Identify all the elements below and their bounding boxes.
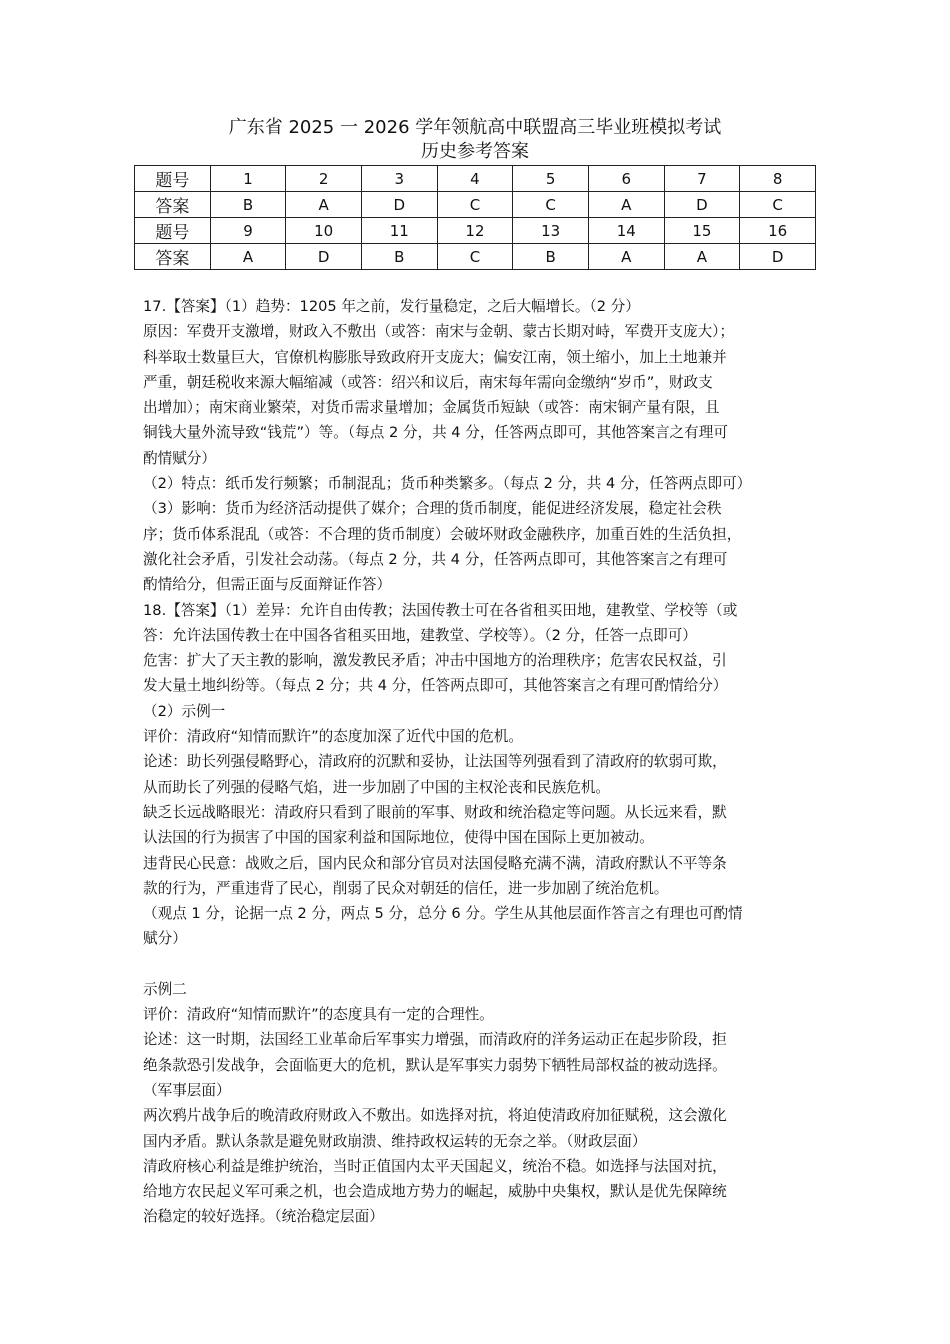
row-label: 答案 <box>135 244 211 270</box>
text-line: 序；货币体系混乱（或答：不合理的货币制度）会破坏财政金融秩序，加重百姓的生活负担， <box>143 525 742 543</box>
text-line: 治稳定的较好选择。（统治稳定层面） <box>143 1208 384 1226</box>
text-line <box>143 952 823 977</box>
text-line: （军事层面） <box>143 1081 231 1099</box>
table-cell: C <box>437 192 513 218</box>
table-cell: 14 <box>588 218 664 244</box>
table-row <box>135 218 816 244</box>
table-cell: C <box>513 192 589 218</box>
row-label: 题号 <box>135 218 211 244</box>
table-cell: 8 <box>740 166 816 192</box>
table-cell: B <box>210 192 286 218</box>
text-line: 从而助长了列强的侵略气焰，进一步加剧了中国的主权沦丧和民族危机。 <box>143 778 611 796</box>
table-cell: D <box>664 192 740 218</box>
text-line: 评价：清政府“知情而默许”的态度加深了近代中国的危机。 <box>143 728 523 746</box>
table-cell: A <box>286 192 362 218</box>
table-cell: A <box>588 244 664 270</box>
table-cell: 9 <box>210 218 286 244</box>
table-cell: A <box>210 244 286 270</box>
table-cell: D <box>286 244 362 270</box>
text-line: 违背民心民意：战败之后，国内民众和部分官员对法国侵略充满不满，清政府默认不平等条 <box>143 854 727 872</box>
text-line: 严重，朝廷税收来源大幅缩减（或答：绍兴和议后，南宋每年需向金缴纳“岁币”，财政支 <box>143 373 713 391</box>
table-cell: D <box>740 244 816 270</box>
text-line: 酌情给分，但需正面与反面辩证作答） <box>143 576 392 594</box>
answer-table <box>134 165 816 270</box>
table-cell: A <box>664 244 740 270</box>
row-label: 答案 <box>135 192 211 218</box>
document-subtitle: 历史参考答案 <box>421 141 529 162</box>
text-line: 危害：扩大了天主教的影响，激发教民矛盾；冲击中国地方的治理秩序；危害农民权益，引 <box>143 652 727 670</box>
table-cell: 15 <box>664 218 740 244</box>
text-line: 两次鸦片战争后的晚清政府财政入不敷出。如选择对抗，将迫使清政府加征赋税，这会激化 <box>143 1107 727 1125</box>
text-line: 赋分） <box>143 930 187 948</box>
table-cell: B <box>513 244 589 270</box>
text-line: 科举取士数量巨大，官僚机构膨胀导致政府开支庞大；偏安江南，领土缩小，加上土地兼并 <box>143 348 727 366</box>
table-cell: 11 <box>361 218 437 244</box>
table-cell: C <box>437 244 513 270</box>
text-line: 18.【答案】（1）差异：允许自由传教；法国传教士可在各省租买田地，建教堂、学校等（或 <box>143 601 738 619</box>
table-cell: 3 <box>361 166 437 192</box>
text-line: 出增加）；南宋商业繁荣，对货币需求量增加；金属货币短缺（或答：南宋铜产量有限，且 <box>143 399 720 417</box>
table-cell: C <box>740 192 816 218</box>
text-line: 绝条款恐引发战争，会面临更大的危机，默认是军事实力弱势下牺牲局部权益的被动选择。 <box>143 1056 727 1074</box>
text-line: 给地方农民起义军可乘之机，也会造成地方势力的崛起，威胁中央集权，默认是优先保障统 <box>143 1183 727 1201</box>
text-line: （3）影响：货币为经济活动提供了媒介；合理的货币制度，能促进经济发展，稳定社会秩 <box>143 500 722 518</box>
table-cell: 10 <box>286 218 362 244</box>
answer-explanations <box>143 294 823 1230</box>
text-line: 发大量土地纠纷等。（每点 2 分；共 4 分，任答两点即可，其他答案言之有理可酌情给分） <box>143 677 728 695</box>
table-cell: 7 <box>664 166 740 192</box>
text-line: （2）示例一 <box>143 702 226 720</box>
text-line: 示例二 <box>143 980 187 998</box>
text-line: 清政府核心利益是维护统治，当时正值国内太平天国起义，统治不稳。如选择与法国对抗， <box>143 1157 727 1175</box>
text-line: 酌情赋分） <box>143 449 216 467</box>
table-cell: 2 <box>286 166 362 192</box>
text-line: 评价：清政府“知情而默许”的态度具有一定的合理性。 <box>143 1006 494 1024</box>
table-row <box>135 244 816 270</box>
table-cell: 16 <box>740 218 816 244</box>
row-label: 题号 <box>135 166 211 192</box>
text-line: 原因：军费开支激增，财政入不敷出（或答：南宋与金朝、蒙古长期对峙，军费开支庞大）； <box>143 323 735 341</box>
text-line: （2）特点：纸币发行频繁；币制混乱；货币种类繁多。（每点 2 分，共 4 分，任答两点即可） <box>143 475 752 493</box>
table-cell: B <box>361 244 437 270</box>
text-line: 论述：助长列强侵略野心，清政府的沉默和妥协，让法国等列强看到了清政府的软弱可欺， <box>143 753 727 771</box>
text-line: 缺乏长远战略眼光：清政府只看到了眼前的军事、财政和统治稳定等问题。从长远来看，默 <box>143 803 727 821</box>
table-cell: 1 <box>210 166 286 192</box>
text-line: 认法国的行为损害了中国的国家利益和国际地位，使得中国在国际上更加被动。 <box>143 829 654 847</box>
table-cell: 6 <box>588 166 664 192</box>
table-cell: D <box>361 192 437 218</box>
text-line: 激化社会矛盾，引发社会动荡。（每点 2 分，共 4 分，任答两点即可，其他答案言之有理可 <box>143 550 728 568</box>
text-line: 答：允许法国传教士在中国各省租买田地，建教堂、学校等）。（2 分，任答一点即可） <box>143 626 697 644</box>
document-title: 广东省 2025 一 2026 学年领航高中联盟高三毕业班模拟考试 <box>228 117 722 138</box>
table-cell: 5 <box>513 166 589 192</box>
table-cell: 4 <box>437 166 513 192</box>
text-line: （观点 1 分，论据一点 2 分，两点 5 分，总分 6 分。学生从其他层面作答言之有理也可酌情 <box>143 905 743 923</box>
text-line: 国内矛盾。默认条款是避免财政崩溃、维持政权运转的无奈之举。（财政层面） <box>143 1132 647 1150</box>
text-line: 论述：这一时期，法国经工业革命后军事实力增强，而清政府的洋务运动正在起步阶段，拒 <box>143 1031 727 1049</box>
table-row <box>135 166 816 192</box>
table-row <box>135 192 816 218</box>
text-line: 17.【答案】（1）趋势：1205 年之前，发行量稳定，之后大幅增长。（2 分） <box>143 298 640 315</box>
table-cell: A <box>588 192 664 218</box>
table-cell: 12 <box>437 218 513 244</box>
text-line: 款的行为，严重违背了民心，削弱了民众对朝廷的信任，进一步加剧了统治危机。 <box>143 879 669 897</box>
text-line: 铜钱大量外流导致“钱荒”）等。（每点 2 分，共 4 分，任答两点即可，其他答案言之有理可 <box>143 424 728 442</box>
table-cell: 13 <box>513 218 589 244</box>
